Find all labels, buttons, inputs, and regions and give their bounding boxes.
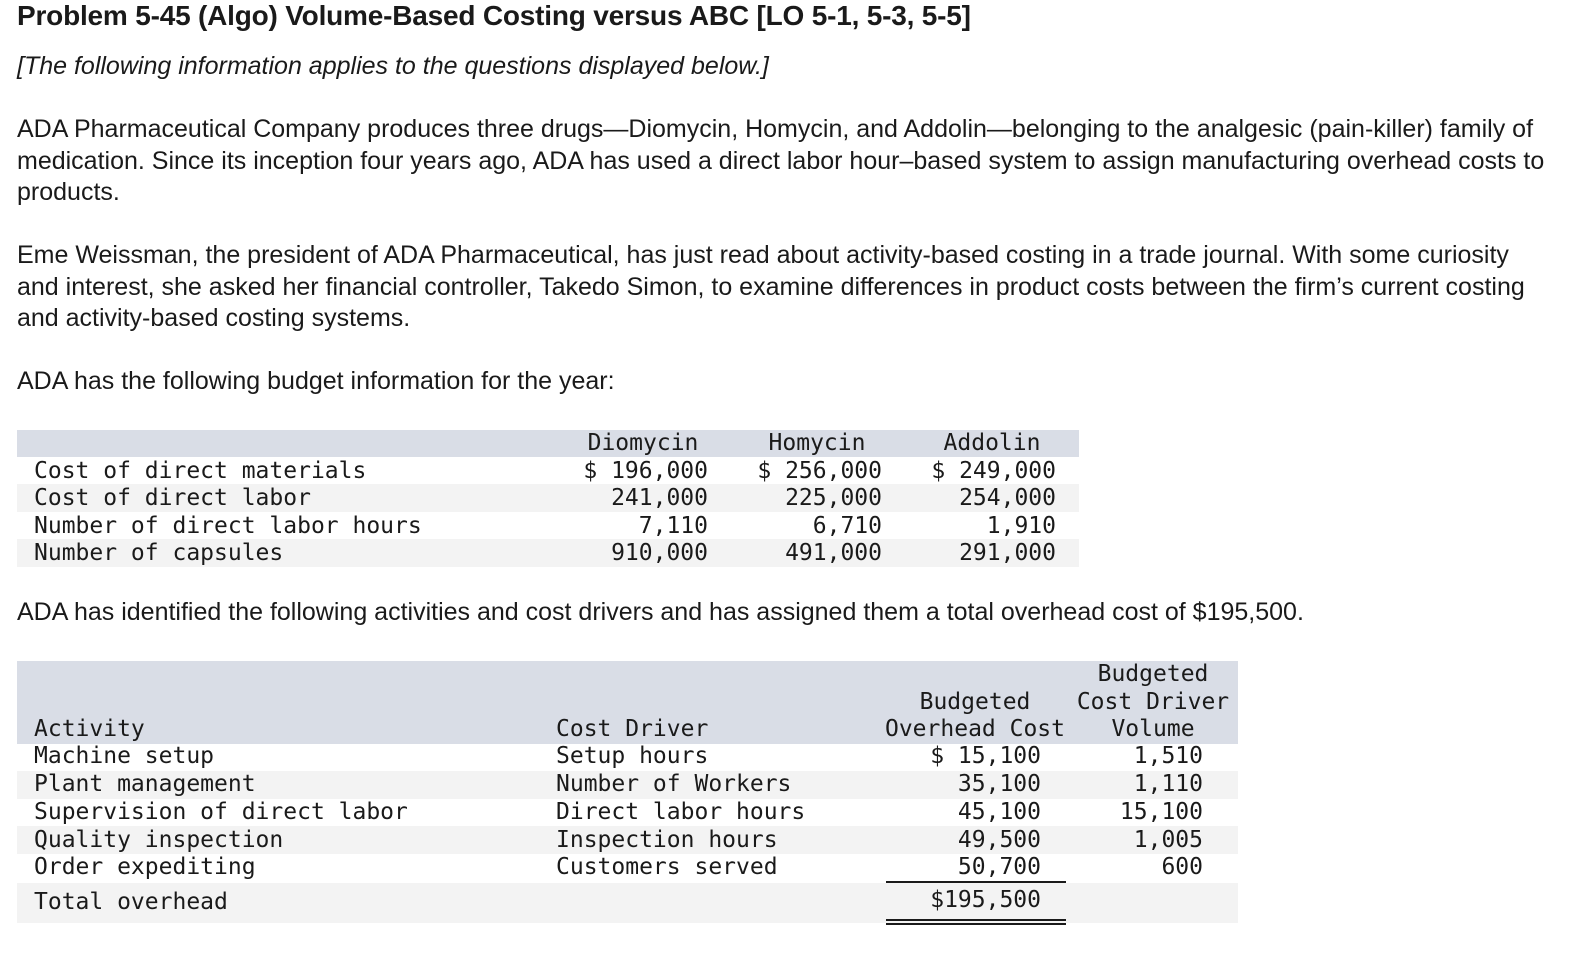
activity-volume: 1,005 xyxy=(1133,827,1203,853)
paragraph-president: Eme Weissman, the president of ADA Pharmaceutical, has just read about activity-based costing in a trade journal. With some curiosity and interest, she asked her financial controller, Takedo Simon, to examine differences in product costs between the firm’s current costing and activity-based costing systems. xyxy=(17,241,1525,332)
budget-cell: $ 196,000 xyxy=(583,458,708,484)
activity-name: Supervision of direct labor xyxy=(34,799,408,825)
paragraph-activities-intro: ADA has identified the following activities and cost drivers and has assigned them a total overhead cost of $195,500. xyxy=(17,598,1304,626)
budget-cell: 7,110 xyxy=(638,513,708,539)
col-header-volume-line2: Cost Driver xyxy=(1076,689,1230,715)
activity-volume: 1,110 xyxy=(1133,771,1203,797)
budget-cell: 910,000 xyxy=(611,540,708,566)
activity-driver: Customers served xyxy=(556,854,778,880)
intro-note: [The following information applies to the questions displayed below.] xyxy=(17,52,769,80)
activity-driver: Inspection hours xyxy=(556,827,778,853)
col-header-activity: Activity xyxy=(34,716,145,742)
activity-volume: 1,510 xyxy=(1133,743,1203,769)
total-label: Total overhead xyxy=(34,889,228,915)
col-header-diomycin: Diomycin xyxy=(587,430,699,456)
budget-cell: 241,000 xyxy=(611,485,708,511)
budget-cell: 225,000 xyxy=(785,485,882,511)
budget-cell: 291,000 xyxy=(959,540,1056,566)
paragraph-budget-intro: ADA has the following budget information for the year: xyxy=(17,367,615,395)
budget-row-label: Number of direct labor hours xyxy=(34,513,422,539)
activity-name: Plant management xyxy=(34,771,256,797)
activity-volume: 600 xyxy=(1161,854,1203,880)
activity-overhead: $ 15,100 xyxy=(930,743,1041,769)
col-header-homycin: Homycin xyxy=(768,430,866,456)
col-header-overhead-line1: Budgeted xyxy=(919,689,1031,715)
budget-row-label: Number of capsules xyxy=(34,540,284,566)
activity-overhead: 49,500 xyxy=(957,827,1041,853)
total-double-underline-1 xyxy=(886,919,1066,921)
budget-cell: 1,910 xyxy=(986,513,1056,539)
budget-cell: $ 249,000 xyxy=(931,458,1056,484)
page-title: Problem 5-45 (Algo) Volume-Based Costing versus ABC [LO 5-1, 5-3, 5-5] xyxy=(17,0,971,31)
budget-row-label: Cost of direct labor xyxy=(34,485,311,511)
col-header-volume-line1: Budgeted xyxy=(1097,661,1209,687)
activity-volume: 15,100 xyxy=(1119,799,1203,825)
col-header-addolin: Addolin xyxy=(943,430,1041,456)
paragraph-company: ADA Pharmaceutical Company produces three drugs—Diomycin, Homycin, and Addolin—belonging to the analgesic (pain-killer) family of medication. Since its inception four years ago, ADA has used a direct labor hour–based system to assign manufacturing overhead costs to products. xyxy=(17,115,1545,206)
budget-cell: 6,710 xyxy=(812,513,882,539)
budget-header-band xyxy=(17,430,1079,457)
total-double-underline-2 xyxy=(886,923,1066,925)
budget-cell: 491,000 xyxy=(785,540,882,566)
activity-driver: Direct labor hours xyxy=(556,799,806,825)
budget-cell: $ 256,000 xyxy=(757,458,882,484)
activity-overhead: 50,700 xyxy=(957,854,1041,880)
budget-row-label: Cost of direct materials xyxy=(34,458,367,484)
activity-name: Quality inspection xyxy=(34,827,284,853)
activity-overhead: 35,100 xyxy=(957,771,1041,797)
col-header-volume-line3: Volume xyxy=(1111,716,1195,742)
activity-overhead: 45,100 xyxy=(957,799,1041,825)
total-overhead: $195,500 xyxy=(930,887,1041,913)
budget-cell: 254,000 xyxy=(959,485,1056,511)
col-header-overhead-line2: Overhead Cost xyxy=(884,716,1065,742)
total-underline xyxy=(886,881,1066,883)
activity-driver: Number of Workers xyxy=(556,771,792,797)
col-header-cost-driver: Cost Driver xyxy=(556,716,709,742)
activity-driver: Setup hours xyxy=(556,743,709,769)
activity-name: Machine setup xyxy=(34,743,215,769)
activity-name: Order expediting xyxy=(34,854,256,880)
